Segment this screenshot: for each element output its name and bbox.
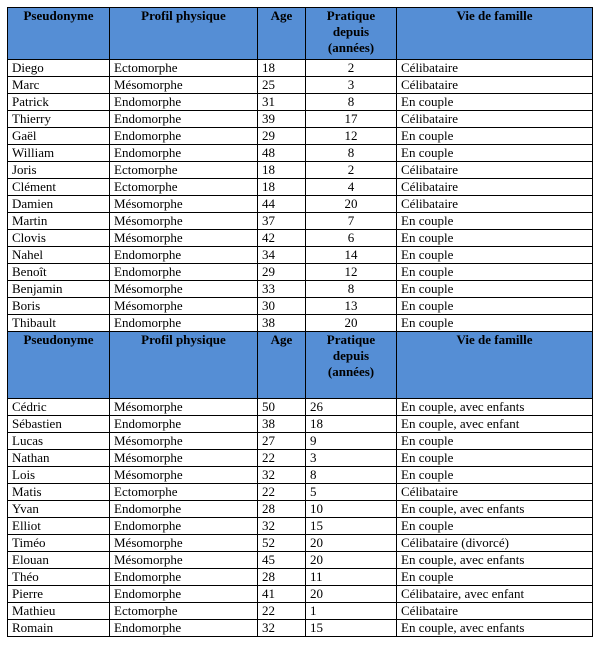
cell-profil-physique: Endomorphe <box>110 501 258 518</box>
table-row <box>8 315 593 332</box>
cell-profil-physique: Endomorphe <box>110 569 258 586</box>
cell-profil-physique: Endomorphe <box>110 128 258 145</box>
cell-pseudonyme: Clovis <box>8 230 110 247</box>
table-row <box>8 586 593 603</box>
cell-age: 28 <box>258 501 306 518</box>
table-row <box>8 484 593 501</box>
table-row <box>8 399 593 416</box>
cell-pratique-depuis: 14 <box>306 247 397 264</box>
cell-pseudonyme: Martin <box>8 213 110 230</box>
table-row <box>8 111 593 128</box>
cell-age: 18 <box>258 60 306 77</box>
cell-pseudonyme: William <box>8 145 110 162</box>
table-row <box>8 145 593 162</box>
cell-pseudonyme: Elliot <box>8 518 110 535</box>
cell-pratique-depuis: 3 <box>306 450 397 467</box>
cell-pseudonyme: Matis <box>8 484 110 501</box>
cell-pseudonyme: Elouan <box>8 552 110 569</box>
cell-vie-de-famille: En couple <box>397 315 593 332</box>
cell-pseudonyme: Lucas <box>8 433 110 450</box>
cell-profil-physique: Mésomorphe <box>110 196 258 213</box>
header-row <box>8 332 593 399</box>
cell-pseudonyme: Joris <box>8 162 110 179</box>
cell-pratique-depuis: 13 <box>306 298 397 315</box>
cell-age: 44 <box>258 196 306 213</box>
cell-pratique-depuis: 18 <box>306 416 397 433</box>
cell-pseudonyme: Thierry <box>8 111 110 128</box>
cell-age: 33 <box>258 281 306 298</box>
cell-pseudonyme: Damien <box>8 196 110 213</box>
cell-age: 42 <box>258 230 306 247</box>
table-row <box>8 60 593 77</box>
cell-age: 29 <box>258 264 306 281</box>
cell-pseudonyme: Patrick <box>8 94 110 111</box>
cell-pratique-depuis: 20 <box>306 586 397 603</box>
cell-pratique-depuis: 15 <box>306 518 397 535</box>
cell-vie-de-famille: En couple, avec enfant <box>397 416 593 433</box>
table-row <box>8 179 593 196</box>
cell-vie-de-famille: En couple <box>397 569 593 586</box>
cell-vie-de-famille: En couple <box>397 450 593 467</box>
cell-profil-physique: Endomorphe <box>110 111 258 128</box>
cell-age: 27 <box>258 433 306 450</box>
cell-pseudonyme: Timéo <box>8 535 110 552</box>
cell-pseudonyme: Benjamin <box>8 281 110 298</box>
cell-vie-de-famille: En couple <box>397 128 593 145</box>
cell-vie-de-famille: En couple <box>397 230 593 247</box>
table-row <box>8 281 593 298</box>
cell-pratique-depuis: 26 <box>306 399 397 416</box>
cell-age: 38 <box>258 416 306 433</box>
cell-pseudonyme: Thibault <box>8 315 110 332</box>
cell-age: 18 <box>258 179 306 196</box>
cell-pratique-depuis: 11 <box>306 569 397 586</box>
cell-pseudonyme: Clément <box>8 179 110 196</box>
cell-vie-de-famille: Célibataire <box>397 60 593 77</box>
cell-vie-de-famille: En couple, avec enfants <box>397 620 593 637</box>
cell-profil-physique: Mésomorphe <box>110 213 258 230</box>
table-row <box>8 213 593 230</box>
table-row <box>8 416 593 433</box>
table-row <box>8 552 593 569</box>
cell-pratique-depuis: 8 <box>306 281 397 298</box>
cell-vie-de-famille: Célibataire, avec enfant <box>397 586 593 603</box>
cell-age: 48 <box>258 145 306 162</box>
cell-profil-physique: Endomorphe <box>110 247 258 264</box>
cell-vie-de-famille: En couple <box>397 264 593 281</box>
cell-profil-physique: Mésomorphe <box>110 298 258 315</box>
cell-pratique-depuis: 2 <box>306 60 397 77</box>
cell-age: 30 <box>258 298 306 315</box>
cell-age: 39 <box>258 111 306 128</box>
cell-pseudonyme: Boris <box>8 298 110 315</box>
cell-pseudonyme: Marc <box>8 77 110 94</box>
cell-age: 52 <box>258 535 306 552</box>
cell-pseudonyme: Nathan <box>8 450 110 467</box>
cell-age: 38 <box>258 315 306 332</box>
header-profil-physique: Profil physique <box>110 8 258 60</box>
table-row <box>8 450 593 467</box>
cell-vie-de-famille: En couple <box>397 213 593 230</box>
cell-pseudonyme: Mathieu <box>8 603 110 620</box>
table-row <box>8 620 593 637</box>
cell-pratique-depuis: 4 <box>306 179 397 196</box>
cell-pratique-depuis: 20 <box>306 535 397 552</box>
cell-profil-physique: Mésomorphe <box>110 535 258 552</box>
table-row <box>8 535 593 552</box>
cell-pratique-depuis: 20 <box>306 315 397 332</box>
header-vie-de-famille: Vie de famille <box>397 332 593 399</box>
cell-age: 31 <box>258 94 306 111</box>
cell-pratique-depuis: 20 <box>306 196 397 213</box>
cell-profil-physique: Mésomorphe <box>110 433 258 450</box>
cell-pseudonyme: Nahel <box>8 247 110 264</box>
cell-age: 32 <box>258 467 306 484</box>
cell-pratique-depuis: 8 <box>306 94 397 111</box>
cell-age: 50 <box>258 399 306 416</box>
cell-pseudonyme: Lois <box>8 467 110 484</box>
cell-vie-de-famille: En couple, avec enfants <box>397 501 593 518</box>
table-row <box>8 467 593 484</box>
cell-profil-physique: Endomorphe <box>110 264 258 281</box>
cell-vie-de-famille: Célibataire <box>397 603 593 620</box>
cell-pseudonyme: Yvan <box>8 501 110 518</box>
cell-profil-physique: Mésomorphe <box>110 450 258 467</box>
cell-pratique-depuis: 6 <box>306 230 397 247</box>
table-row <box>8 264 593 281</box>
cell-age: 37 <box>258 213 306 230</box>
cell-profil-physique: Ectomorphe <box>110 162 258 179</box>
cell-profil-physique: Endomorphe <box>110 518 258 535</box>
cell-pratique-depuis: 12 <box>306 264 397 281</box>
cell-pratique-depuis: 9 <box>306 433 397 450</box>
cell-vie-de-famille: En couple <box>397 281 593 298</box>
cell-profil-physique: Endomorphe <box>110 315 258 332</box>
table-row <box>8 433 593 450</box>
cell-profil-physique: Ectomorphe <box>110 179 258 196</box>
table-body <box>8 8 593 637</box>
table-row <box>8 162 593 179</box>
cell-pseudonyme: Romain <box>8 620 110 637</box>
table-row <box>8 77 593 94</box>
cell-profil-physique: Endomorphe <box>110 620 258 637</box>
cell-age: 29 <box>258 128 306 145</box>
cell-profil-physique: Endomorphe <box>110 94 258 111</box>
cell-vie-de-famille: En couple <box>397 467 593 484</box>
cell-pseudonyme: Benoît <box>8 264 110 281</box>
header-age: Age <box>258 332 306 399</box>
cell-vie-de-famille: Célibataire <box>397 111 593 128</box>
cell-profil-physique: Ectomorphe <box>110 60 258 77</box>
cell-pratique-depuis: 10 <box>306 501 397 518</box>
cell-vie-de-famille: Célibataire <box>397 162 593 179</box>
header-profil-physique: Profil physique <box>110 332 258 399</box>
cell-vie-de-famille: En couple <box>397 145 593 162</box>
cell-vie-de-famille: Célibataire (divorcé) <box>397 535 593 552</box>
cell-profil-physique: Ectomorphe <box>110 603 258 620</box>
cell-pratique-depuis: 3 <box>306 77 397 94</box>
cell-profil-physique: Mésomorphe <box>110 230 258 247</box>
header-row <box>8 8 593 60</box>
cell-age: 41 <box>258 586 306 603</box>
cell-pratique-depuis: 12 <box>306 128 397 145</box>
cell-pseudonyme: Gaël <box>8 128 110 145</box>
table-row <box>8 230 593 247</box>
header-age: Age <box>258 8 306 60</box>
cell-vie-de-famille: Célibataire <box>397 196 593 213</box>
header-pseudonyme: Pseudonyme <box>8 8 110 60</box>
cell-profil-physique: Ectomorphe <box>110 484 258 501</box>
header-pseudonyme: Pseudonyme <box>8 332 110 399</box>
table-row <box>8 569 593 586</box>
cell-vie-de-famille: En couple, avec enfants <box>397 552 593 569</box>
cell-pratique-depuis: 17 <box>306 111 397 128</box>
cell-profil-physique: Endomorphe <box>110 416 258 433</box>
cell-pseudonyme: Pierre <box>8 586 110 603</box>
cell-profil-physique: Mésomorphe <box>110 552 258 569</box>
cell-age: 22 <box>258 603 306 620</box>
table-row <box>8 501 593 518</box>
cell-age: 32 <box>258 620 306 637</box>
cell-age: 25 <box>258 77 306 94</box>
header-pratique-depuis: Pratique depuis (années) <box>306 332 397 399</box>
cell-age: 22 <box>258 450 306 467</box>
cell-vie-de-famille: En couple <box>397 433 593 450</box>
cell-pratique-depuis: 20 <box>306 552 397 569</box>
table-row <box>8 518 593 535</box>
cell-age: 45 <box>258 552 306 569</box>
cell-pseudonyme: Cédric <box>8 399 110 416</box>
cell-pratique-depuis: 15 <box>306 620 397 637</box>
table-row <box>8 196 593 213</box>
cell-age: 18 <box>258 162 306 179</box>
header-vie-de-famille: Vie de famille <box>397 8 593 60</box>
cell-vie-de-famille: En couple <box>397 518 593 535</box>
cell-profil-physique: Endomorphe <box>110 586 258 603</box>
cell-age: 34 <box>258 247 306 264</box>
table-row <box>8 298 593 315</box>
cell-age: 32 <box>258 518 306 535</box>
cell-profil-physique: Endomorphe <box>110 145 258 162</box>
table-row <box>8 94 593 111</box>
table-row <box>8 128 593 145</box>
cell-profil-physique: Mésomorphe <box>110 467 258 484</box>
cell-vie-de-famille: En couple <box>397 94 593 111</box>
cell-vie-de-famille: En couple <box>397 298 593 315</box>
participants-table <box>7 7 593 637</box>
cell-profil-physique: Mésomorphe <box>110 281 258 298</box>
cell-pratique-depuis: 8 <box>306 467 397 484</box>
cell-vie-de-famille: Célibataire <box>397 179 593 196</box>
cell-profil-physique: Mésomorphe <box>110 399 258 416</box>
cell-pseudonyme: Théo <box>8 569 110 586</box>
header-pratique-depuis: Pratique depuis (années) <box>306 8 397 60</box>
cell-pratique-depuis: 8 <box>306 145 397 162</box>
cell-age: 22 <box>258 484 306 501</box>
cell-vie-de-famille: En couple <box>397 247 593 264</box>
cell-pratique-depuis: 2 <box>306 162 397 179</box>
cell-vie-de-famille: En couple, avec enfants <box>397 399 593 416</box>
cell-pseudonyme: Sébastien <box>8 416 110 433</box>
cell-age: 28 <box>258 569 306 586</box>
cell-vie-de-famille: Célibataire <box>397 484 593 501</box>
cell-vie-de-famille: Célibataire <box>397 77 593 94</box>
cell-pseudonyme: Diego <box>8 60 110 77</box>
cell-pratique-depuis: 1 <box>306 603 397 620</box>
cell-profil-physique: Mésomorphe <box>110 77 258 94</box>
table-row <box>8 603 593 620</box>
table-row <box>8 247 593 264</box>
cell-pratique-depuis: 7 <box>306 213 397 230</box>
cell-pratique-depuis: 5 <box>306 484 397 501</box>
